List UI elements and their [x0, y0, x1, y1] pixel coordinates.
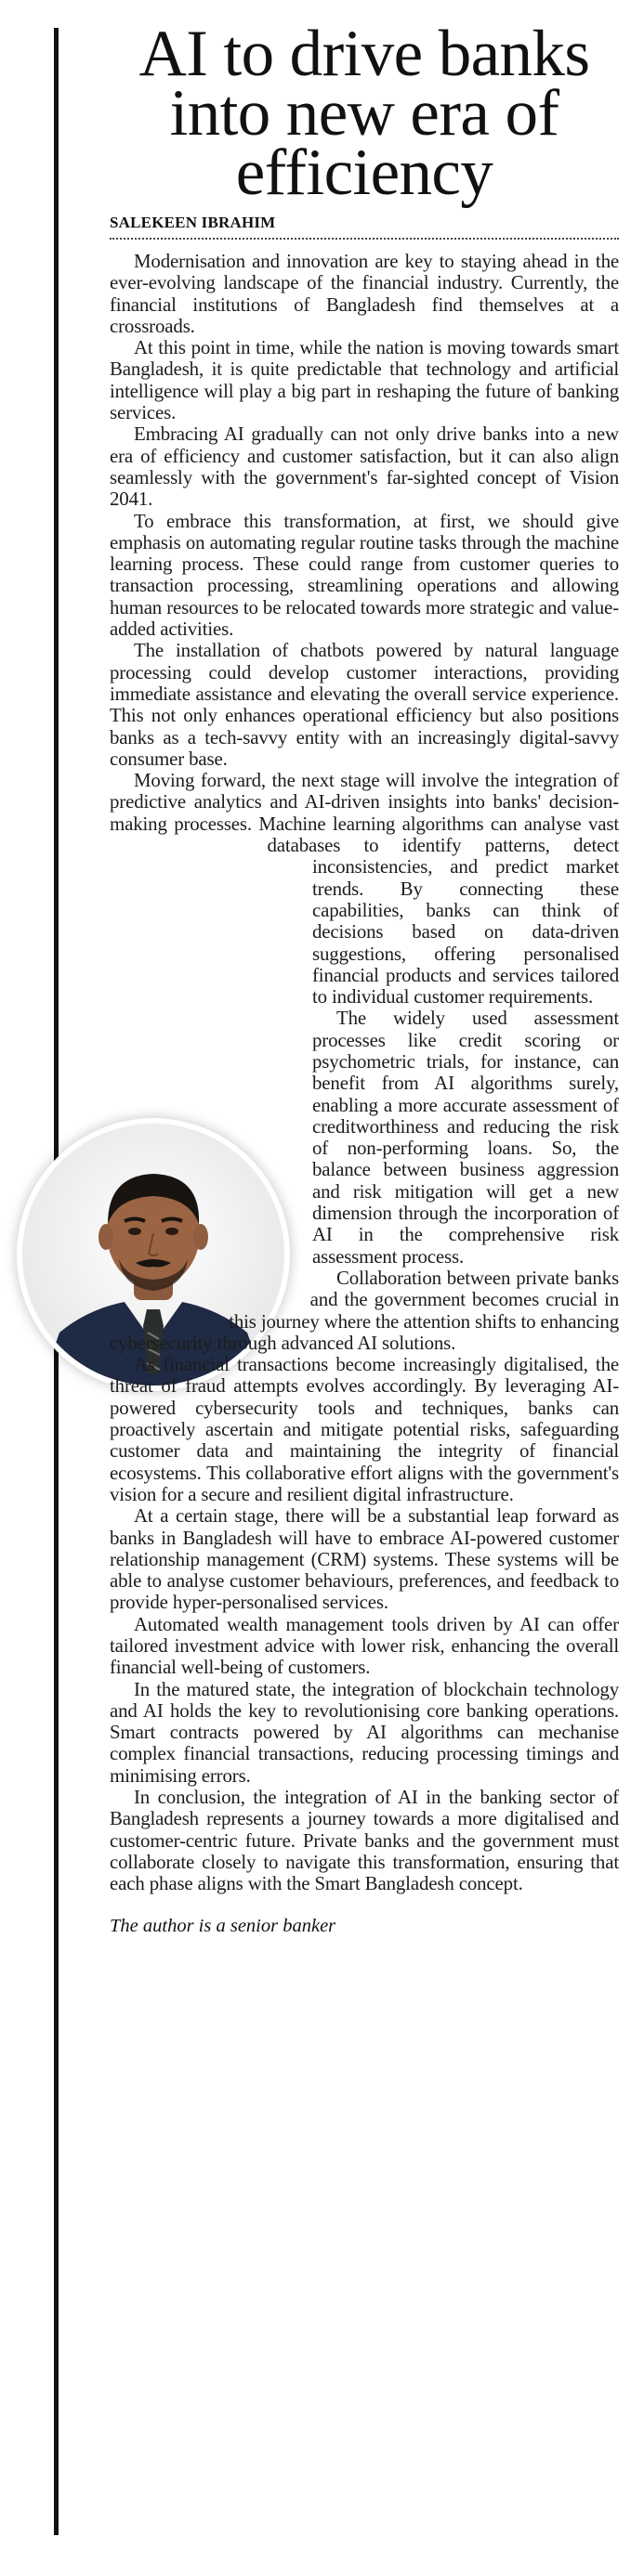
byline: SALEKEEN IBRAHIM [110, 214, 276, 231]
article-body [110, 251, 619, 1895]
paragraph: In the matured state, the integration of blockchain technology and AI holds the key to revolutionising core banking operations. Smart contracts powered by AI algorithms can mechanise complex financial transactions, reducing processing timings and minimising errors. [110, 1677, 619, 1787]
paragraph: The installation of chatbots powered by natural language processing could develop customer interactions, providing immediate assistance and elevating the overall service experience. This not only enhances operational efficiency but also positions banks as a tech-savvy entity with an increasingly digital-savvy consumer base. [110, 639, 619, 770]
article [110, 18, 619, 1937]
paragraph: Moving forward, the next stage will involve the integration of predictive analytics and AI-driven insights into banks' decision-making processes. Machine learning algorithms can analyse vast databases to identify patterns, detect inconsistencies, and predict market trends. By connecting these capabilities, banks can think of decisions based on data-driven suggestions, offering personalised financial products and services tailored to individual customer requirements. [110, 769, 619, 1008]
paragraph: Automated wealth management tools driven by AI can offer tailored investment advice with lower risk, enhancing the overall financial well-being of customers. [110, 1612, 619, 1679]
paragraph: As financial transactions become increasingly digitalised, the threat of fraud attempts evolves accordingly. By leveraging AI-powered cybersecurity tools and techniques, banks can proactively ascertain and mitigate potential risks, safeguarding customer data and maintaining the integrity of financial ecosystems. This collaborative effort aligns with the government's vision for a secure and resilient digital infrastructure. [110, 1353, 619, 1505]
paragraph: To embrace this transformation, at first, we should give emphasis on automating regular routine tasks through the machine learning process. These could range from customer queries to transaction processing, streamlining operations and allowing human resources to be relocated towards more strategic and value-added activities. [110, 509, 619, 641]
paragraph: Embracing AI gradually can not only drive banks into a new era of efficiency and customer satisfaction, but it can also align seamlessly with the government's far-sighted concept of Vision 2041. [110, 423, 619, 511]
headline-line: efficiency [235, 137, 493, 209]
paragraph: At a certain stage, there will be a substantial leap forward as banks in Bangladesh will have to embrace AI-powered customer relationship management (CRM) systems. These systems will be able to analyse customer behaviours, preferences, and feedback to provide hyper-personalised services. [110, 1504, 619, 1614]
author-credit: The author is a senior banker [110, 1915, 336, 1936]
paragraph: At this point in time, while the nation is moving towards smart Bangladesh, it is quite predictable that technology and artificial intelligence will play a big part in reshaping the future of banking services. [110, 336, 619, 424]
paragraph: The widely used assessment processes like credit scoring or psychometric trials, for instance, can benefit from AI algorithms surely, enabling a more accurate assessment of creditworthiness and reducing the risk of non-performing loans. So, the balance between business aggression and risk mitigation will get a new dimension through the incorporation of AI in the comprehensive risk assessment process. [312, 1007, 619, 1268]
headline [110, 18, 619, 209]
paragraph: Collaboration between private banks and the government becomes crucial in this journey where the attention shifts to enhancing cybersecurity through advanced AI solutions. [110, 1266, 619, 1354]
headline-line: AI to drive banks [138, 18, 590, 90]
headline-line: into new era of [169, 77, 559, 150]
paragraph: Modernisation and innovation are key to staying ahead in the ever-evolving landscape of the financial industry. Currently, the financial institutions of Bangladesh find themselves at a crossroads. [110, 250, 619, 337]
paragraph: In conclusion, the integration of AI in the banking sector of Bangladesh represents a journey towards a more digitalised and customer-centric future. Private banks and the government must collaborate closely to navigate this transformation, ensuring that each phase aligns with the Smart Bangladesh concept. [110, 1786, 619, 1895]
byline-divider [110, 238, 619, 240]
